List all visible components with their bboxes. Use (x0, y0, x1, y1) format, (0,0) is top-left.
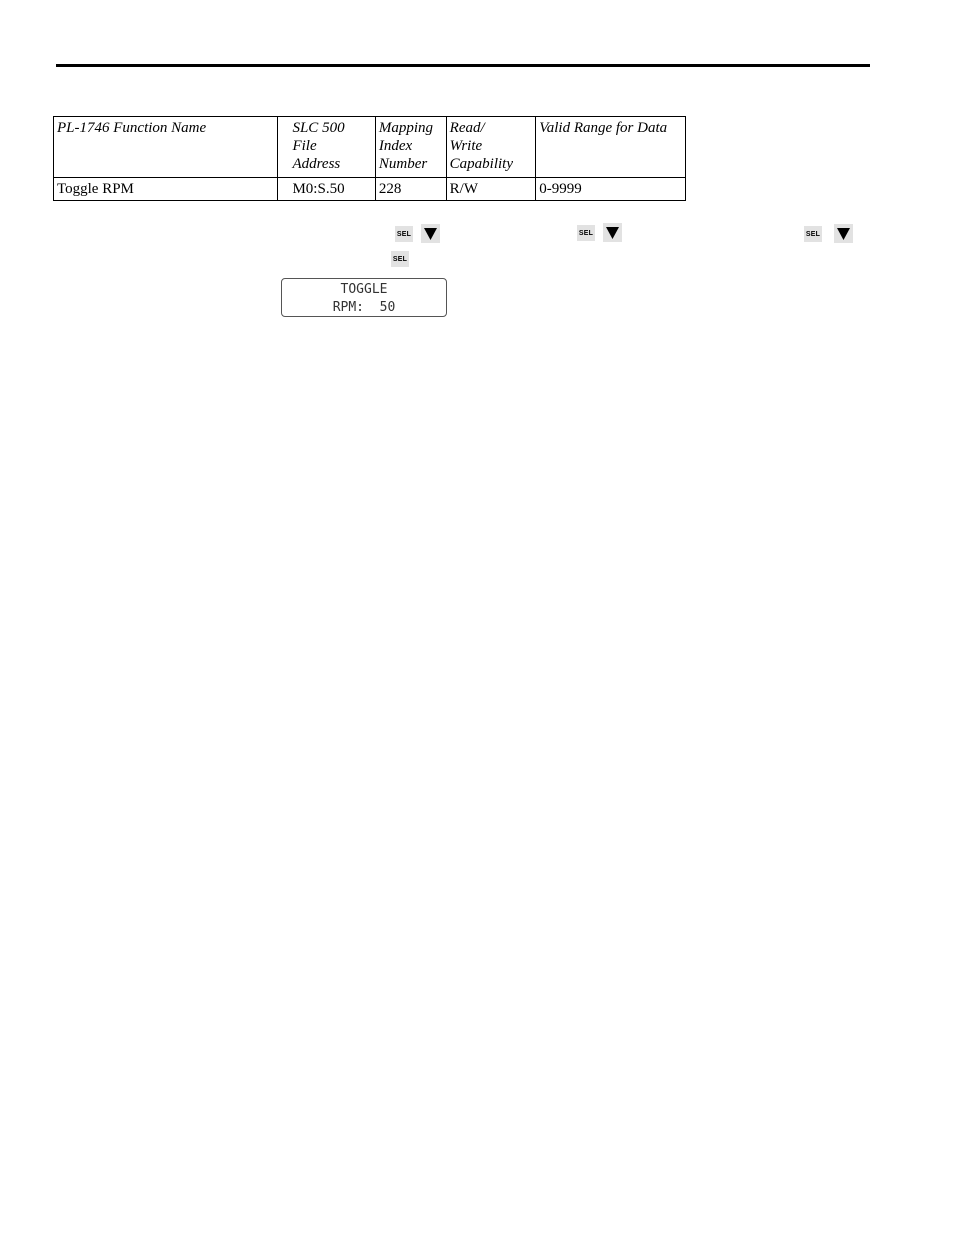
function-table (53, 116, 686, 201)
lcd-display (281, 278, 447, 317)
table-header-row (54, 117, 686, 178)
cell-mapping-index: 228 (375, 178, 446, 201)
header-mapping-index: Mapping Index Number (375, 117, 446, 178)
header-function-name: PL-1746 Function Name (54, 117, 278, 178)
down-arrow-icon (603, 223, 622, 242)
cell-read-write: R/W (446, 178, 536, 201)
cell-function-name: Toggle RPM (54, 178, 278, 201)
header-file-address: SLC 500 File Address (278, 117, 375, 178)
header-rule (56, 64, 870, 67)
header-valid-range: Valid Range for Data (536, 117, 686, 178)
sel-key-icon: SEL (577, 225, 595, 241)
lcd-line-2: RPM: 50 (332, 300, 396, 315)
sel-key-icon: SEL (391, 251, 409, 267)
table-row (54, 178, 686, 201)
cell-file-address: M0:S.50 (278, 178, 375, 201)
lcd-line-1: TOGGLE (340, 282, 388, 297)
sel-key-icon: SEL (395, 226, 413, 242)
down-arrow-icon (421, 224, 440, 243)
header-read-write: Read/ Write Capability (446, 117, 536, 178)
cell-valid-range: 0-9999 (536, 178, 686, 201)
sel-key-icon: SEL (804, 226, 822, 242)
down-arrow-icon (834, 224, 853, 243)
